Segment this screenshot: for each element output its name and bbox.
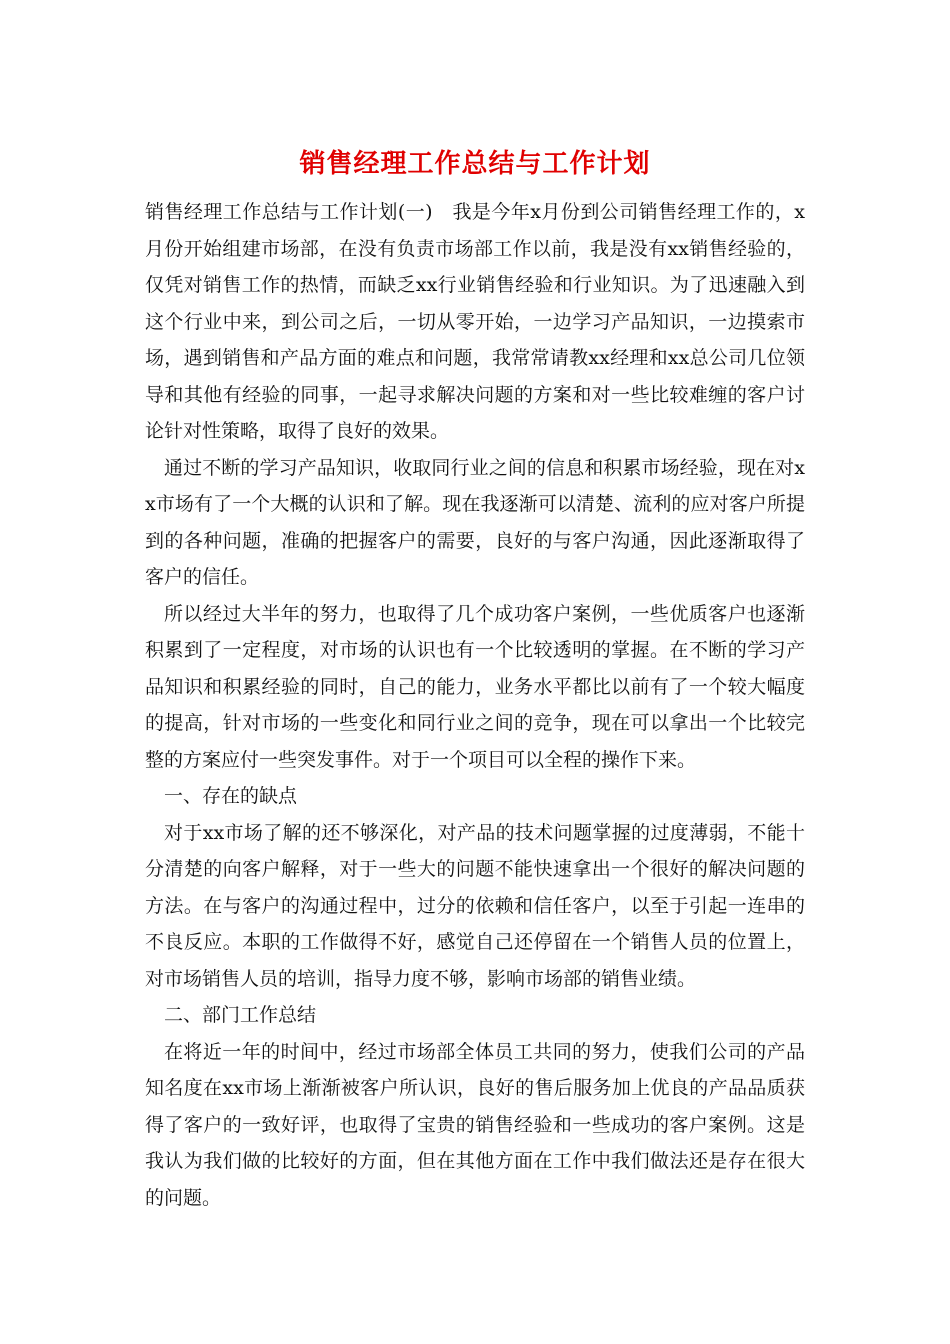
paragraph-intro: 销售经理工作总结与工作计划(一) 我是今年x月份到公司销售经理工作的，x月份开始组建市场部，在没有负责市场部工作以前，我是没有xx销售经验的，仅凭对销售工作的热情，而缺乏xx行业销售经验和行业知识。为了迅速融入到这个行业中来，到公司之后，一切从零开始，一边学习产品知识，一边摸索市场，遇到销售和产品方面的难点和问题，我常常请教xx经理和xx总公司几位领导和其他有经验的同事，一起寻求解决问题的方案和对一些比较难缠的客户讨论针对性策略，取得了良好的效果。: [145, 201, 805, 442]
document-title: 销售经理工作总结与工作计划: [299, 149, 651, 179]
paragraph-learning: 通过不断的学习产品知识，收取同行业之间的信息和积累市场经验，现在对xx市场有了一个大概的认识和了解。现在我逐渐可以清楚、流利的应对客户所提到的各种问题，准确的把握客户的需要，良好的与客户沟通，因此逐渐取得了客户的信任。: [145, 456, 805, 588]
section-heading-department-summary: 二、部门工作总结: [164, 1004, 317, 1026]
section-heading-shortcomings: 一、存在的缺点: [164, 785, 298, 807]
paragraph-department-summary: 在将近一年的时间中，经过市场部全体员工共同的努力，使我们公司的产品知名度在xx市场上渐渐被客户所认识，良好的售后服务加上优良的产品品质获得了客户的一致好评，也取得了宝贵的销售经验和一些成功的客户案例。这是我认为我们做的比较好的方面，但在其他方面在工作中我们做法还是存在很大的问题。: [145, 1040, 805, 1209]
document-body: [145, 194, 805, 1216]
paragraph-shortcomings: 对于xx市场了解的还不够深化，对产品的技术问题掌握的过度薄弱，不能十分清楚的向客户解释，对于一些大的问题不能快速拿出一个很好的解决问题的方法。在与客户的沟通过程中，过分的依赖和信任客户，以至于引起一连串的不良反应。本职的工作做得不好，感觉自己还停留在一个销售人员的位置上，对市场销售人员的培训，指导力度不够，影响市场部的销售业绩。: [145, 821, 805, 990]
paragraph-achievements: 所以经过大半年的努力，也取得了几个成功客户案例，一些优质客户也逐渐积累到了一定程度，对市场的认识也有一个比较透明的掌握。在不断的学习产品知识和积累经验的同时，自己的能力，业务水平都比以前有了一个较大幅度的提高，针对市场的一些变化和同行业之间的竞争，现在可以拿出一个比较完整的方案应付一些突发事件。对于一个项目可以全程的操作下来。: [145, 602, 805, 771]
